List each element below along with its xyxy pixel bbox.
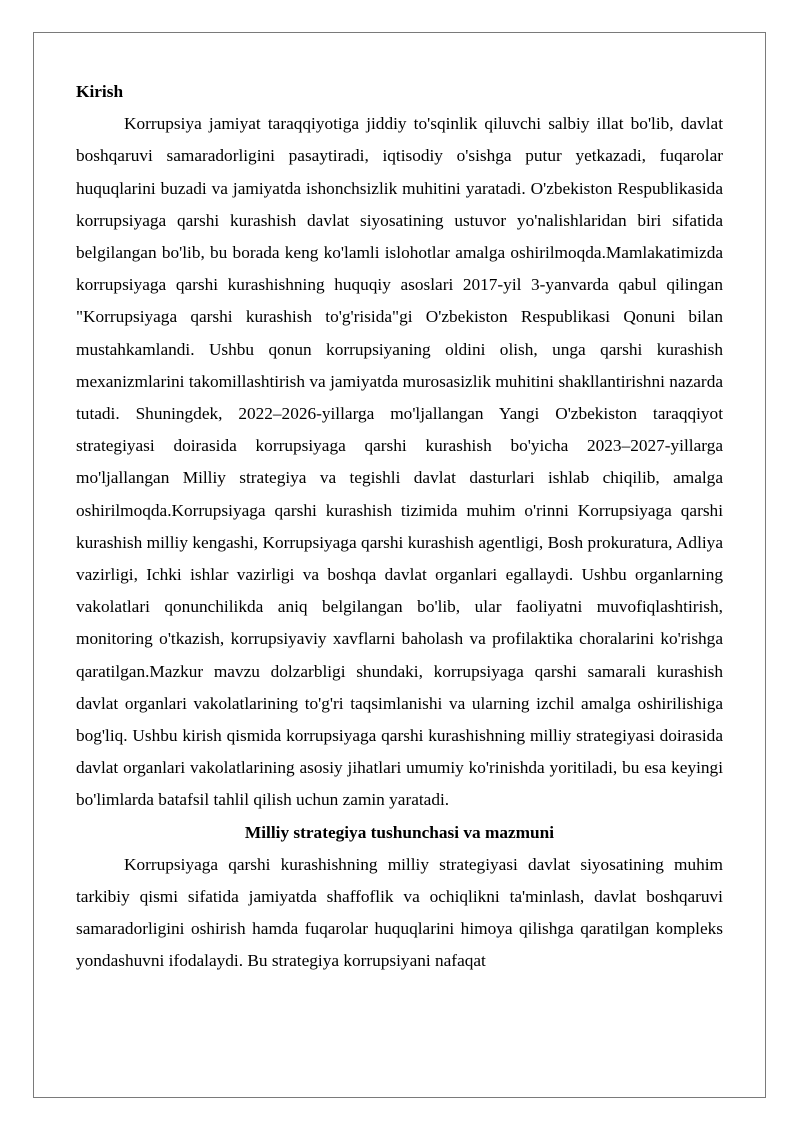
paragraph-section: Korrupsiyaga qarshi kurashishning milliy strategiyasi davlat siyosatining muhim tarkibiy qismi sifatida jamiyatda shaffoflik va ochiqlikni ta'minlash, davlat boshqaruvi samaradorligini oshirish hamda fuqarolar huquqlarini himoya qilishga qaratilgan kompleks yondashuvni ifodalaydi. Bu strategiya korrupsiyani nafaqat (76, 854, 723, 971)
heading-intro: Kirish (76, 82, 124, 101)
document-body (76, 76, 723, 978)
paragraph-intro: Korrupsiya jamiyat taraqqiyotiga jiddiy to'sqinlik qiluvchi salbiy illat bo'lib, davlat boshqaruvi samaradorligini pasaytiradi, iqtisodiy o'sishga putur yetkazadi, fuqarolar huquqlarini buzadi va jamiyatda ishonchsizlik muhitini yaratadi. O'zbekiston Respublikasida korrupsiyaga qarshi kurashish davlat siyosatining ustuvor yo'nalishlaridan biri sifatida belgilangan bo'lib, bu borada keng ko'lamli islohotlar amalga oshirilmoqda.Mamlakatimizda korrupsiyaga qarshi kurashishning huquqiy asoslari 2017-yil 3-yanvarda qabul qilingan "Korrupsiyaga qarshi kurashish to'g'risida"gi O'zbekiston Respublikasi Qonuni bilan mustahkamlandi. Ushbu qonun korrupsiyaning oldini olish, unga qarshi kurashish mexanizmlarini takomillashtirish va jamiyatda murosasizlik muhitini shakllantirishni nazarda tutadi. Shuningdek, 2022–2026-yillarga mo'ljallangan Yangi O'zbekiston taraqqiyot strategiyasi doirasida korrupsiyaga qarshi kurashish bo'yicha 2023–2027-yillarga mo'ljallangan Milliy strategiya va tegishli davlat dasturlari ishlab chiqilib, amalga oshirilmoqda.Korrupsiyaga qarshi kurashish tizimida muhim o'rinni Korrupsiyaga qarshi kurashish milliy kengashi, Korrupsiyaga qarshi kurashish agentligi, Bosh prokuratura, Adliya vazirligi, Ichki ishlar vazirligi va boshqa davlat organlari egallaydi. Ushbu organlarning vakolatlari qonunchilikda aniq belgilangan bo'lib, ular faoliyatni muvofiqlashtirish, monitoring o'tkazish, korrupsiyaviy xavflarni baholash va profilaktika choralarini ko'rishga qaratilgan.Mazkur mavzu dolzarbligi shundaki, korrupsiyaga qarshi samarali kurashish davlat organlari vakolatlarining to'g'ri taqsimlanishi va ularning izchil amalga oshirilishiga bog'liq. Ushbu kirish qismida korrupsiyaga qarshi kurashishning milliy strategiyasi doirasida davlat organlari vakolatlarining asosiy jihatlari umumiy ko'rinishda yoritiladi, bu esa keyingi bo'limlarda batafsil tahlil qilish uchun zamin yaratadi. (76, 114, 723, 810)
heading-section: Milliy strategiya tushunchasi va mazmuni (244, 822, 555, 842)
